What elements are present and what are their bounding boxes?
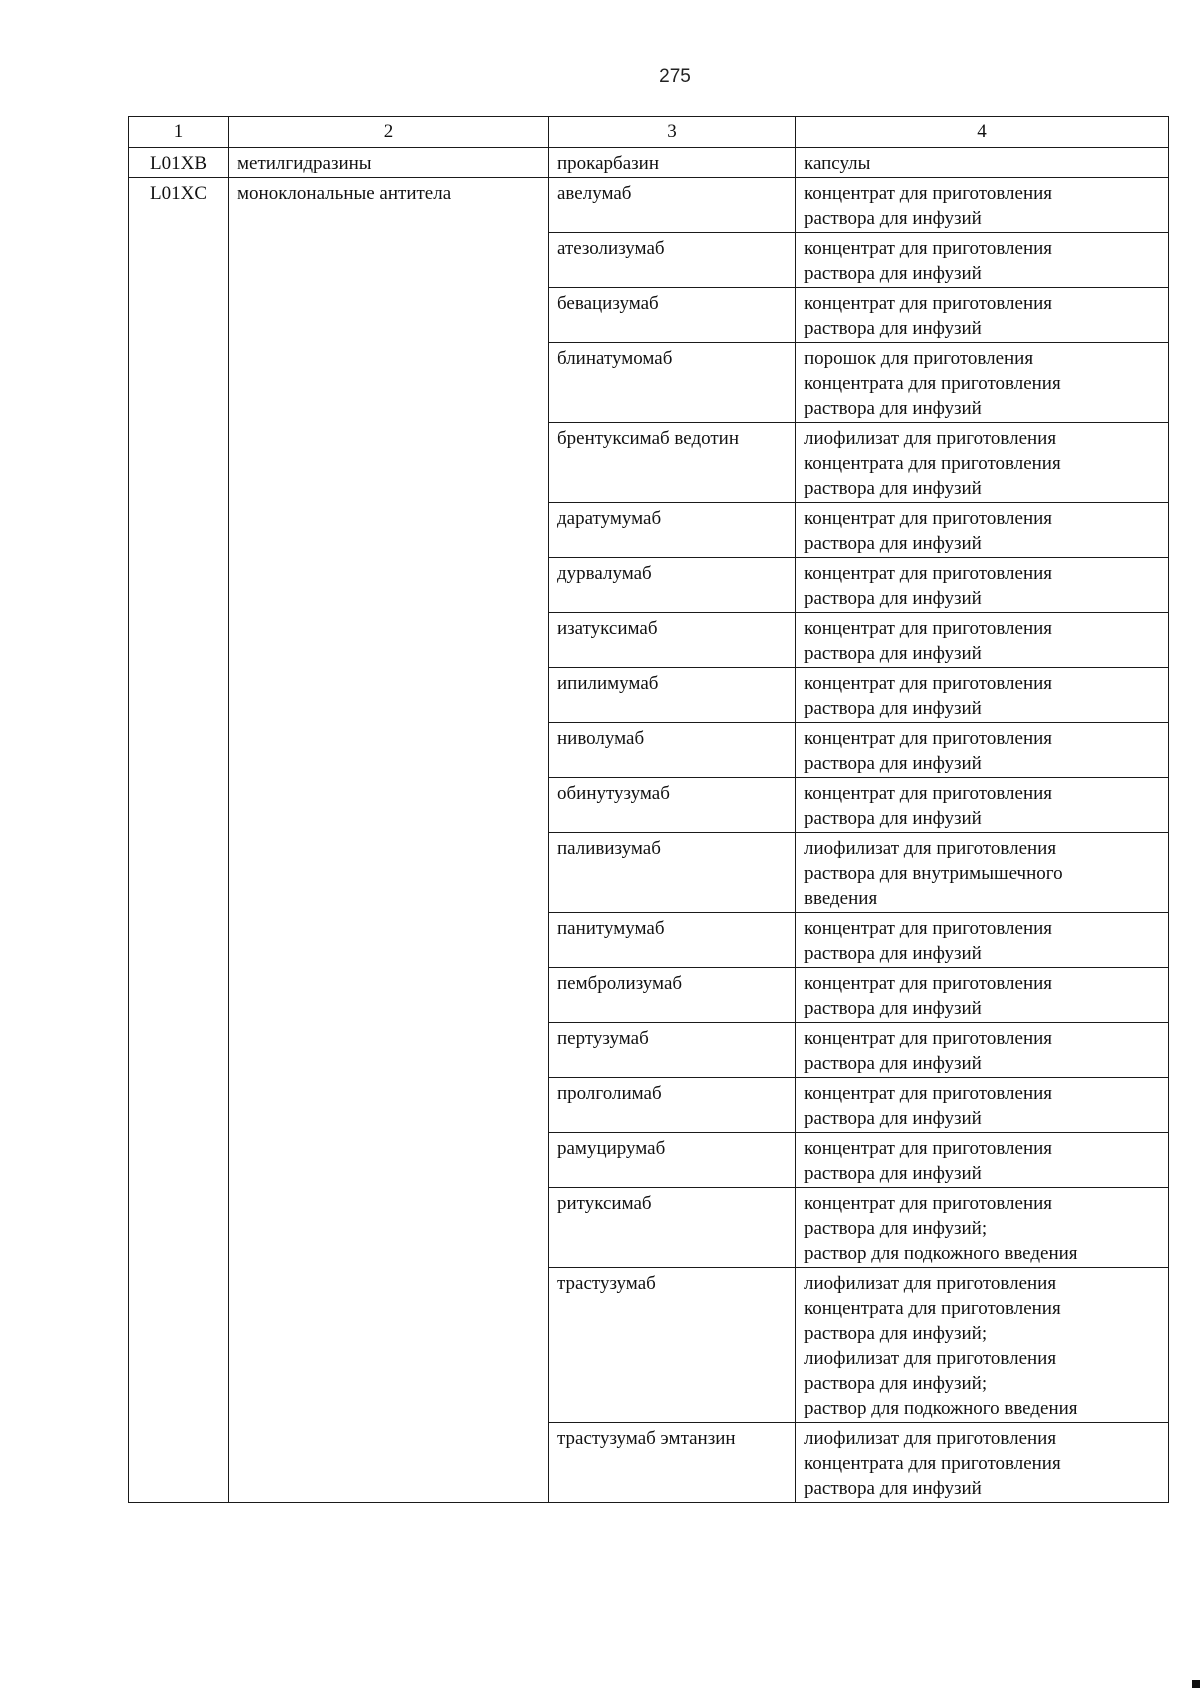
dosage-form-cell: [796, 288, 1169, 343]
substance-name-cell: панитумумаб: [549, 913, 796, 968]
dosage-form-line: лиофилизат для приготовления: [804, 1428, 1057, 1449]
substance-name-cell: пембролизумаб: [549, 968, 796, 1023]
substance-name-cell: пролголимаб: [549, 1078, 796, 1133]
dosage-form-line: концентрат для приготовления: [804, 973, 1053, 994]
dosage-form-cell: [796, 233, 1169, 288]
dosage-form-line: раствора для инфузий: [804, 998, 982, 1019]
dosage-form-line: концентрат для приготовления: [804, 563, 1053, 584]
dosage-form-line: раствора для инфузий: [804, 398, 982, 419]
dosage-form-cell: [796, 1268, 1169, 1423]
dosage-form-cell: [796, 1133, 1169, 1188]
dosage-form-line: концентрата для приготовления: [804, 373, 1061, 394]
header-row: [129, 117, 1169, 148]
substance-name-cell: рамуцирумаб: [549, 1133, 796, 1188]
drug-table: [128, 116, 1169, 1503]
substance-name-cell: блинатумомаб: [549, 343, 796, 423]
substance-name-cell: ниволумаб: [549, 723, 796, 778]
dosage-form-line: концентрат для приготовления: [804, 1083, 1053, 1104]
dosage-form-line: концентрат для приготовления: [804, 1028, 1053, 1049]
dosage-form-line: концентрат для приготовления: [804, 618, 1053, 639]
dosage-form-line: капсулы: [804, 153, 871, 174]
dosage-form-line: раствора для инфузий: [804, 588, 982, 609]
dosage-form-line: введения: [804, 888, 878, 909]
dosage-form-line: раствора для инфузий: [804, 1053, 982, 1074]
dosage-form-line: концентрат для приготовления: [804, 293, 1053, 314]
dosage-form-line: раствора для инфузий: [804, 943, 982, 964]
dosage-form-line: раствора для инфузий: [804, 263, 982, 284]
dosage-form-line: раствора для инфузий: [804, 1163, 982, 1184]
dosage-form-cell: [796, 913, 1169, 968]
substance-name-cell: бевацизумаб: [549, 288, 796, 343]
dosage-form-line: раствор для подкожного введения: [804, 1243, 1078, 1264]
substance-name-cell: прокарбазин: [549, 148, 796, 178]
dosage-form-line: раствора для внутримышечного: [804, 863, 1063, 884]
substance-name-cell: обинутузумаб: [549, 778, 796, 833]
substance-name-cell: атезолизумаб: [549, 233, 796, 288]
dosage-form-cell: [796, 1023, 1169, 1078]
dosage-form-line: лиофилизат для приготовления: [804, 428, 1057, 449]
dosage-form-line: концентрат для приготовления: [804, 508, 1053, 529]
dosage-form-line: концентрат для приготовления: [804, 183, 1053, 204]
atc-code-cell: L01XC: [129, 178, 229, 1503]
dosage-form-line: раствора для инфузий: [804, 478, 982, 499]
dosage-form-line: раствора для инфузий: [804, 1108, 982, 1129]
dosage-form-line: раствора для инфузий: [804, 698, 982, 719]
dosage-form-line: лиофилизат для приготовления: [804, 1273, 1057, 1294]
substance-name-cell: ипилимумаб: [549, 668, 796, 723]
table-row: [129, 178, 1169, 233]
dosage-form-line: концентрата для приготовления: [804, 1298, 1061, 1319]
dosage-form-cell: [796, 1078, 1169, 1133]
substance-name-cell: паливизумаб: [549, 833, 796, 913]
substance-name-cell: даратумумаб: [549, 503, 796, 558]
dosage-form-line: концентрата для приготовления: [804, 1453, 1061, 1474]
dosage-form-line: концентрата для приготовления: [804, 453, 1061, 474]
table-row: [129, 148, 1169, 178]
header-col-2: 2: [229, 117, 549, 148]
dosage-form-line: концентрат для приготовления: [804, 728, 1053, 749]
substance-name-cell: брентуксимаб ведотин: [549, 423, 796, 503]
dosage-form-line: раствор для подкожного введения: [804, 1398, 1078, 1419]
dosage-form-line: лиофилизат для приготовления: [804, 838, 1057, 859]
dosage-form-cell: [796, 178, 1169, 233]
substance-name-cell: трастузумаб: [549, 1268, 796, 1423]
table-body: [129, 148, 1169, 1503]
dosage-form-line: раствора для инфузий: [804, 318, 982, 339]
dosage-form-line: концентрат для приготовления: [804, 1138, 1053, 1159]
dosage-form-line: раствора для инфузий: [804, 643, 982, 664]
pharmacological-group-cell: моноклональные антитела: [229, 178, 549, 1503]
dosage-form-cell: [796, 968, 1169, 1023]
dosage-form-cell: [796, 613, 1169, 668]
dosage-form-cell: [796, 723, 1169, 778]
dosage-form-cell: [796, 833, 1169, 913]
dosage-form-line: раствора для инфузий: [804, 208, 982, 229]
dosage-form-line: раствора для инфузий;: [804, 1323, 988, 1344]
substance-name-cell: авелумаб: [549, 178, 796, 233]
dosage-form-line: концентрат для приготовления: [804, 673, 1053, 694]
substance-name-cell: изатуксимаб: [549, 613, 796, 668]
dosage-form-cell: [796, 558, 1169, 613]
dosage-form-cell: [796, 1188, 1169, 1268]
dosage-form-cell: [796, 1423, 1169, 1503]
dosage-form-cell: [796, 503, 1169, 558]
dosage-form-cell: [796, 343, 1169, 423]
header-col-1: 1: [129, 117, 229, 148]
dosage-form-cell: [796, 148, 1169, 178]
dosage-form-line: раствора для инфузий: [804, 533, 982, 554]
dosage-form-line: раствора для инфузий: [804, 753, 982, 774]
dosage-form-line: раствора для инфузий;: [804, 1373, 988, 1394]
dosage-form-line: раствора для инфузий: [804, 808, 982, 829]
header-col-4: 4: [796, 117, 1169, 148]
dosage-form-line: порошок для приготовления: [804, 348, 1034, 369]
dosage-form-cell: [796, 668, 1169, 723]
substance-name-cell: дурвалумаб: [549, 558, 796, 613]
dosage-form-line: концентрат для приготовления: [804, 238, 1053, 259]
scan-corner-mark: [1192, 1680, 1200, 1688]
header-col-3: 3: [549, 117, 796, 148]
page-number: 275: [659, 66, 691, 87]
substance-name-cell: пертузумаб: [549, 1023, 796, 1078]
dosage-form-line: раствора для инфузий;: [804, 1218, 988, 1239]
dosage-form-line: концентрат для приготовления: [804, 918, 1053, 939]
dosage-form-line: раствора для инфузий: [804, 1478, 982, 1499]
dosage-form-cell: [796, 778, 1169, 833]
substance-name-cell: ритуксимаб: [549, 1188, 796, 1268]
substance-name-cell: трастузумаб эмтанзин: [549, 1423, 796, 1503]
dosage-form-line: лиофилизат для приготовления: [804, 1348, 1057, 1369]
dosage-form-line: концентрат для приготовления: [804, 1193, 1053, 1214]
atc-code-cell: L01XB: [129, 148, 229, 178]
dosage-form-line: концентрат для приготовления: [804, 783, 1053, 804]
pharmacological-group-cell: метилгидразины: [229, 148, 549, 178]
dosage-form-cell: [796, 423, 1169, 503]
